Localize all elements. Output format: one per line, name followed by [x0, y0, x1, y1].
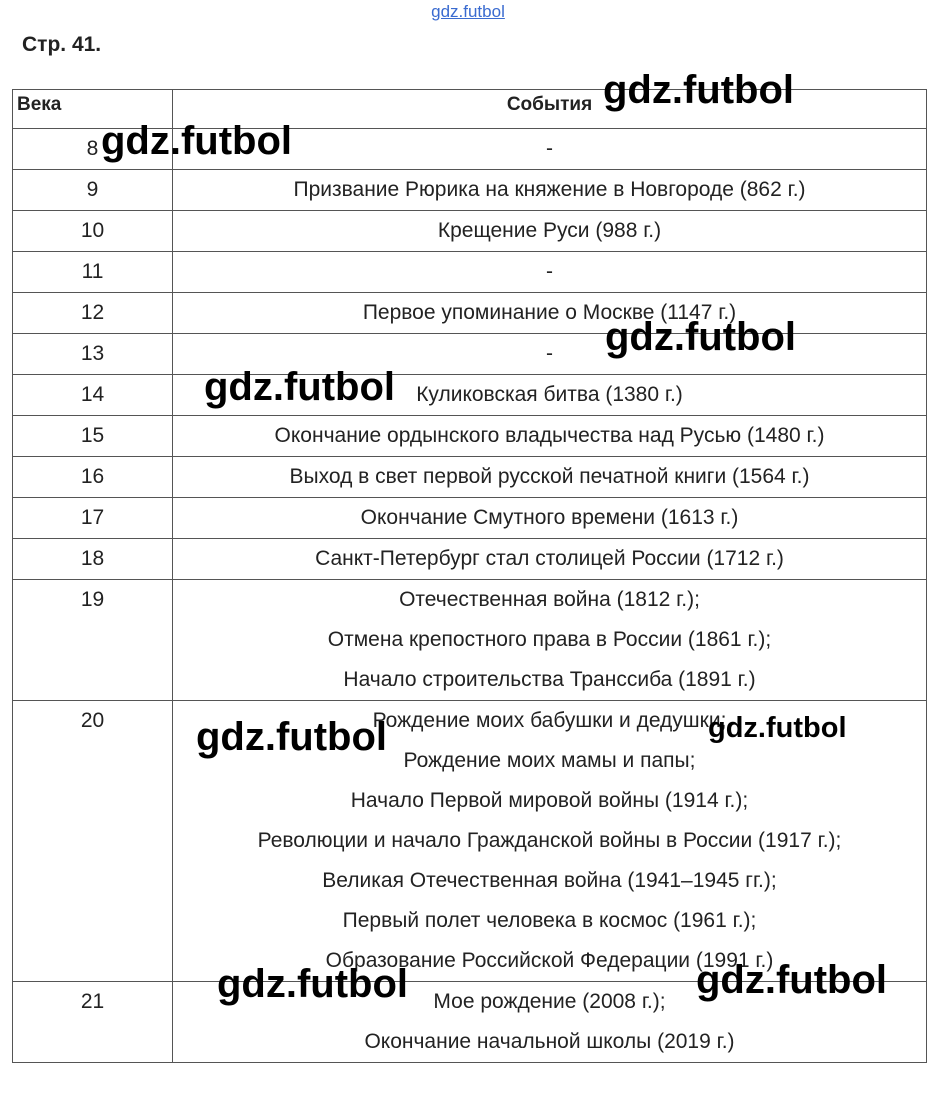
event-text: -	[546, 260, 553, 283]
event-text: Начало Первой мировой войны (1914 г.);	[350, 789, 749, 812]
table-row	[13, 252, 927, 293]
event-text: Мое рождение (2008 г.);	[433, 990, 666, 1013]
events-cell	[173, 211, 927, 252]
events-cell	[173, 293, 927, 334]
watermark: gdz.futbol	[204, 365, 396, 409]
table-row	[13, 170, 927, 211]
events-cell	[173, 457, 927, 498]
header-events: События	[173, 90, 927, 129]
event-text: Образование Российской Федерации (1991 г.)	[325, 949, 774, 972]
century-cell: 12	[13, 293, 173, 334]
table-row	[13, 498, 927, 539]
century-cell: 11	[13, 252, 173, 293]
watermark: gdz.futbol	[708, 712, 847, 744]
event-text: Призвание Рюрика на княжение в Новгороде (862 г.)	[293, 178, 806, 201]
event-text: Первый полет человека в космос (1961 г.);	[342, 909, 757, 932]
events-cell	[173, 539, 927, 580]
event-text: Отмена крепостного права в России (1861 г.);	[327, 628, 772, 651]
events-cell	[173, 498, 927, 539]
event-text: Окончание ордынского владычества над Русью (1480 г.)	[274, 424, 825, 447]
watermark-top-link: gdz.futbol	[431, 2, 505, 21]
century-cell: 18	[13, 539, 173, 580]
watermark: gdz.futbol	[605, 315, 797, 359]
watermark: gdz.futbol	[101, 119, 293, 163]
century-cell: 20	[13, 701, 173, 982]
event-text: Первое упоминание о Москве (1147 г.)	[362, 301, 737, 324]
watermark: gdz.futbol	[603, 68, 795, 112]
event-text: Революции и начало Гражданской войны в России (1917 г.);	[257, 829, 842, 852]
century-cell: 21	[13, 982, 173, 1063]
history-table	[12, 89, 927, 1063]
watermark: gdz.futbol	[696, 958, 888, 1002]
event-text: Куликовская битва (1380 г.)	[416, 383, 683, 406]
century-cell: 9	[13, 170, 173, 211]
event-text: Выход в свет первой русской печатной книги (1564 г.)	[289, 465, 810, 488]
event-text: Отечественная война (1812 г.);	[399, 588, 700, 611]
table-row	[13, 211, 927, 252]
event-text: Крещение Руси (988 г.)	[437, 219, 662, 242]
event-text: Окончание Смутного времени (1613 г.)	[360, 506, 739, 529]
century-cell: 13	[13, 334, 173, 375]
century-cell: 17	[13, 498, 173, 539]
event-text: -	[546, 342, 553, 365]
table-row	[13, 375, 927, 416]
century-cell: 16	[13, 457, 173, 498]
events-cell	[173, 252, 927, 293]
events-cell	[173, 580, 927, 701]
century-cell: 15	[13, 416, 173, 457]
watermark: gdz.futbol	[217, 962, 409, 1006]
century-cell: 8	[13, 129, 173, 170]
table-row	[13, 580, 927, 701]
event-text: Санкт-Петербург стал столицей России (1712 г.)	[315, 547, 784, 570]
century-cell: 19	[13, 580, 173, 701]
event-text: Начало строительства Транссиба (1891 г.)	[343, 668, 756, 691]
events-cell	[173, 416, 927, 457]
header-century: Века	[13, 90, 173, 129]
event-text: Великая Отечественная война (1941–1945 гг.);	[322, 869, 777, 892]
events-cell	[173, 170, 927, 211]
event-text: Окончание начальной школы (2019 г.)	[364, 1030, 735, 1053]
table-row	[13, 539, 927, 580]
century-cell: 14	[13, 375, 173, 416]
watermark: gdz.futbol	[196, 715, 388, 759]
event-text: Рождение моих мамы и папы;	[403, 749, 696, 772]
event-text: Рождение моих бабушки и дедушки;	[372, 709, 727, 732]
century-cell: 10	[13, 211, 173, 252]
table-row	[13, 416, 927, 457]
event-text: -	[546, 137, 553, 160]
table-row	[13, 457, 927, 498]
table-body	[13, 129, 927, 1063]
page-title: Стр. 41.	[22, 33, 102, 56]
